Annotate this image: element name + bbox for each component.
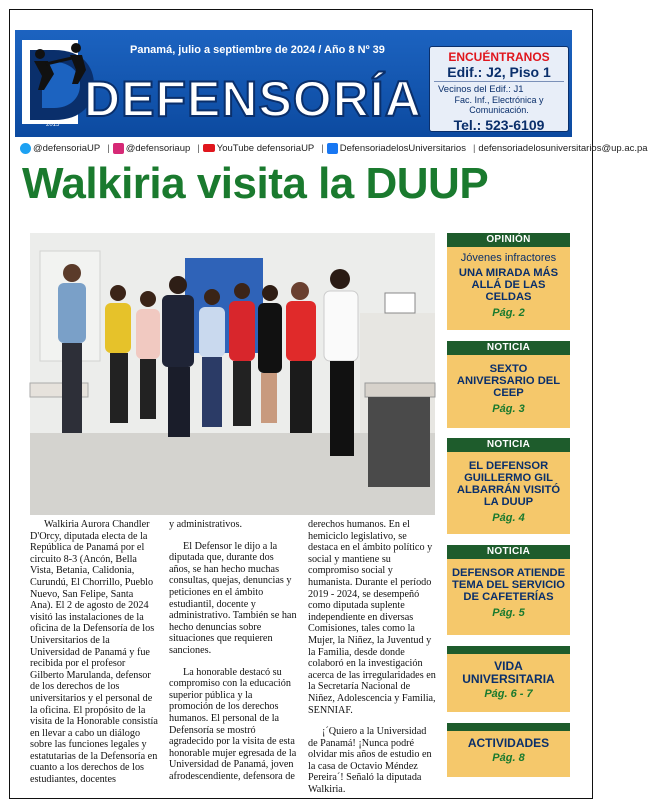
card-page: Pág. 8: [492, 752, 525, 764]
card-title: ACTIVIDADES: [467, 736, 550, 750]
article-column-2: [169, 519, 297, 792]
infobox-neighbors: Vecinos del Edif.: J1: [438, 84, 524, 95]
social-instagram[interactable]: @defensoriaup: [113, 143, 191, 154]
card-tag: OPINIÓN: [447, 233, 570, 247]
social-links-bar: [20, 140, 648, 156]
social-facebook[interactable]: DefensoriadelosUniversitarios: [327, 143, 466, 154]
section-divider: [447, 646, 570, 654]
social-youtube[interactable]: YouTube defensoriaUP: [203, 143, 315, 154]
card-kicker: Jóvenes infractores: [460, 252, 557, 264]
article-paragraph: La honorable destacó su compromiso con la educación superior pública y la promoción de los derechos humanos. El personal de la Defensoría se mostró agradecido por la visita de esta honorable mujer egresada de la Universidad de Panamá, joven afrodescendiente, defensora de: [169, 666, 297, 782]
infobox-location: Edif.: J2, Piso 1: [434, 64, 564, 82]
card-title: VIDA UNIVERSITARIA: [462, 659, 555, 686]
card-vida-universitaria[interactable]: [447, 654, 570, 712]
card-actividades[interactable]: [447, 731, 570, 777]
divider: |: [197, 142, 200, 154]
youtube-icon: [203, 144, 215, 152]
article-paragraph: Walkiria Aurora Chandler D'Orcy, diputada electa de la República de Panamá por el circuito 8-3 (Ancón, Bella Vista, Betania, Calidonia, Curundú, El Chorrillo, Pueblo Nuevo, San Felipe, Santa Ana). El 2 de agosto de 2024 visitó las instalaciones de la oficina de la Defensoría de los Universitarios de la Universidad de Panamá y fue recibida por el profesor Gilberto Marulanda, defensor de los derechos de los universitarios y el personal de la oficina. El propósito de la visita de la Honorable consistía en llevar a cabo un diálogo sobre las funciones legales y estatutarias de la Defensoría en cuanto a los derechos de los estudiantes, docentes: [30, 519, 158, 786]
divider: |: [321, 142, 324, 154]
infobox-heading: ENCUÉNTRANOS: [448, 50, 550, 64]
card-title: SEXTO ANIVERSARIO DEL CEEP: [456, 363, 561, 399]
card-page: Pág. 5: [492, 607, 525, 619]
infobox-faculty: Fac. Inf., Electrónica y Comunicación.: [454, 95, 544, 115]
group-photo: [30, 233, 435, 515]
article-paragraph: derechos humanos. En el hemiciclo legislativo, se destaca en el ámbito político y social y mantiene su compromiso social y humanista. Durante el período 2019 - 2024, se desempeñó como diputada suplente independiente en diversas Comisiones, tales como la Mujer, la Niñez, la Juventud y la Familia, desde donde colaboró en la investigación acerca de las irregularidades en la Secretaría Nacional de Niñez, Adolescencia y Familia, SENNIAF.: [308, 519, 436, 716]
social-twitter[interactable]: @defensoriaUP: [20, 143, 100, 154]
card-title: DEFENSOR ATIENDE TEMA DEL SERVICIO DE CAFETERÍAS: [451, 567, 566, 603]
card-tag: NOTICIA: [447, 438, 570, 452]
card-news-ceep[interactable]: [447, 341, 570, 428]
card-title: EL DEFENSOR GUILLERMO GIL ALBARRÁN VISITÓ LA DUUP: [456, 460, 561, 508]
publication-title: DEFENSORÍA: [84, 71, 422, 127]
card-page: Pág. 4: [492, 512, 525, 524]
article-paragraph: y administrativos.: [169, 519, 243, 530]
article-column-1: [30, 519, 158, 796]
twitter-icon: [20, 143, 31, 154]
card-page: Pág. 3: [492, 403, 525, 415]
facebook-icon: [327, 143, 338, 154]
instagram-icon: [113, 143, 124, 154]
article-paragraph: El Defensor le dijo a la diputada que, durante dos años, se han hecho muchas consultas, quejas, denuncias y peticiones en el ámbito estudiantil, docente y administrativo. También se han hecho denuncias sobre situaciones que requieren sanciones.: [169, 540, 297, 656]
main-headline: Walkiria visita la DUUP: [22, 159, 489, 208]
social-email[interactable]: defensoriadelosuniversitarios@up.ac.pa: [478, 142, 648, 154]
card-opinion[interactable]: [447, 233, 570, 330]
divider: |: [107, 142, 110, 154]
issue-line: Panamá, julio a septiembre de 2024 / Año 8 Nº 39: [130, 44, 385, 56]
article-paragraph: ¡´Quiero a la Universidad de Panamá! ¡Nunca podré olvidar mis años de estudio en la casa de Octavio Méndez Pereira´! Señaló la diputada Walkiria.: [308, 726, 432, 796]
card-page: Pág. 2: [492, 307, 525, 319]
article-body: [30, 519, 438, 796]
section-divider: [447, 723, 570, 731]
card-news-cafeterias[interactable]: [447, 545, 570, 635]
article-column-3: [308, 519, 436, 806]
card-title: UNA MIRADA MÁS ALLÁ DE LAS CELDAS: [458, 267, 559, 303]
card-news-defensor[interactable]: [447, 438, 570, 534]
card-tag: NOTICIA: [447, 341, 570, 355]
logo-year: 2015: [46, 122, 60, 128]
card-page: Pág. 6 - 7: [484, 688, 533, 700]
infobox-phone: Tel.: 523-6109: [453, 117, 545, 133]
card-tag: NOTICIA: [447, 545, 570, 559]
contact-infobox: [429, 46, 569, 132]
divider: |: [472, 142, 476, 154]
